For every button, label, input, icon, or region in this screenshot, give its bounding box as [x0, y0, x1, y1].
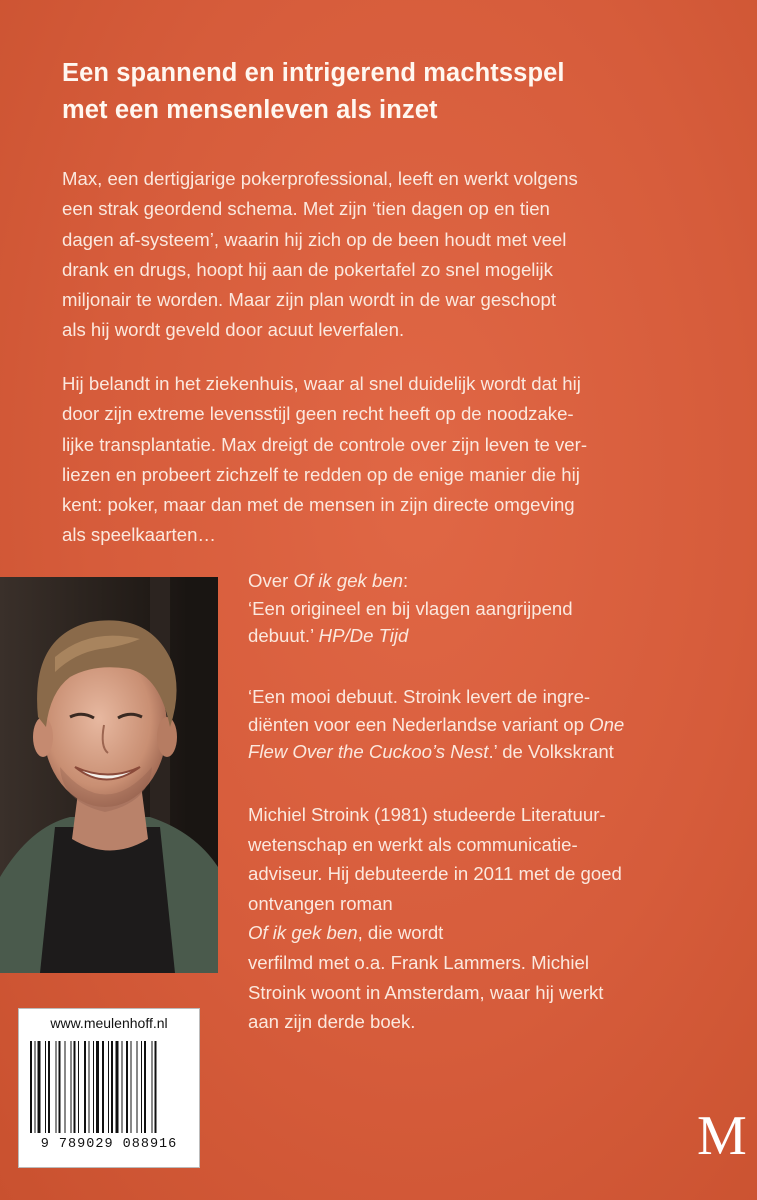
quote-text: debuut.’: [248, 625, 319, 647]
barcode-bar: [131, 1041, 132, 1133]
quote-line: [248, 738, 738, 766]
author-portrait-illustration: [0, 577, 218, 973]
bio-line: wetenschap en werkt als communicatie-: [248, 833, 578, 855]
bio-line: [248, 918, 738, 948]
barcode-bar: [152, 1041, 153, 1133]
quote-source: HP/De Tijd: [318, 625, 409, 647]
bio-line: Stroink woont in Amsterdam, waar hij werkt: [248, 981, 604, 1003]
review-quote-2: [248, 683, 738, 766]
barcode-bar: [144, 1041, 146, 1133]
blurb-paragraph-2: [62, 369, 712, 551]
blurb-line: drank en drugs, hoopt hij aan de pokertafel zo snel mogelijk: [62, 258, 553, 280]
author-bio: [248, 800, 738, 1037]
barcode-bar: [84, 1041, 86, 1133]
barcode-bar: [137, 1041, 138, 1133]
book-title: Of ik gek ben: [248, 922, 358, 944]
author-photo: [0, 577, 218, 973]
barcode-bar: [59, 1041, 61, 1133]
book-title: Of ik gek ben: [293, 570, 404, 591]
barcode-bar: [102, 1041, 104, 1133]
barcode-bar: [71, 1041, 72, 1133]
barcode-bar: [116, 1041, 119, 1133]
barcode-bar: [96, 1041, 99, 1133]
barcode-bar: [35, 1041, 36, 1133]
quote-source: .’ de Volkskrant: [488, 741, 614, 763]
blurb-line: lijke transplantatie. Max dreigt de controle over zijn leven te ver-: [62, 433, 588, 455]
quote-over-prefix: Over: [248, 570, 294, 591]
quote-text: diënten voor een Nederlandse variant op: [248, 713, 590, 735]
headline-line: met een mensenleven als inzet: [62, 96, 438, 124]
bio-line: aan zijn derde boek.: [248, 1011, 416, 1033]
review-quote-1: [248, 567, 738, 650]
barcode-bar: [38, 1041, 41, 1133]
blurb-line: als speelkaarten…: [62, 524, 216, 546]
referenced-title: One: [589, 713, 625, 735]
quote-line: [248, 711, 738, 739]
barcode-bar: [78, 1041, 79, 1133]
barcode-bar: [93, 1041, 94, 1133]
barcode-sticker: [18, 1008, 200, 1168]
barcode-bar: [111, 1041, 113, 1133]
barcode-bar: [30, 1041, 32, 1133]
barcode-bar: [45, 1041, 46, 1133]
blurb-paragraph-1: [62, 164, 712, 346]
barcode-bar: [89, 1041, 90, 1133]
barcode-bar: [48, 1041, 50, 1133]
blurb-line: Max, een dertigjarige pokerprofessional, leeft en werkt volgens: [62, 168, 578, 189]
headline-line: Een spannend en intrigerend machtsspel: [62, 59, 565, 87]
referenced-title: Flew Over the Cuckoo’s Nest: [248, 741, 489, 763]
barcode-bar: [155, 1041, 157, 1133]
barcode-bar: [122, 1041, 123, 1133]
isbn-number: 9 789029 088916: [40, 1137, 178, 1152]
blurb-line: als hij wordt geveld door acuut leverfalen.: [62, 319, 405, 341]
blurb-line: miljonair te worden. Maar zijn plan wordt in de war geschopt: [62, 289, 557, 311]
blurb-line: door zijn extreme levensstijl geen recht heeft op de noodzake-: [62, 403, 574, 425]
barcode-bar: [65, 1041, 66, 1133]
blurb-line: een strak geordend schema. Met zijn ‘tien dagen op en tien: [62, 198, 550, 220]
bio-line: adviseur. Hij debuteerde in 2011 met de goed: [248, 863, 622, 885]
blurb-line: liezen en probeert zichzelf te redden op de enige manier die hij: [62, 463, 580, 485]
bio-line: ontvangen roman: [248, 892, 393, 914]
quote-line: ‘Een mooi debuut. Stroink levert de ingre-: [248, 686, 591, 707]
blurb-line: dagen af-systeem’, waarin hij zich op de been houdt met veel: [62, 228, 567, 250]
publisher-logo: M: [697, 1105, 747, 1167]
barcode-bar: [108, 1041, 109, 1133]
blurb-line: kent: poker, maar dan met de mensen in zijn directe omgeving: [62, 494, 575, 516]
barcode-bar: [126, 1041, 128, 1133]
quote-line: [248, 622, 738, 650]
headline: [62, 55, 742, 129]
blurb-line: Hij belandt in het ziekenhuis, waar al snel duidelijk wordt dat hij: [62, 373, 581, 394]
quote-over-line: [248, 567, 738, 595]
barcode-bar: [74, 1041, 76, 1133]
bio-line: Michiel Stroink (1981) studeerde Literatuur-: [248, 804, 606, 825]
bio-line: verfilmd met o.a. Frank Lammers. Michiel: [248, 951, 589, 973]
barcode-bar: [56, 1041, 57, 1133]
quote-line: ‘Een origineel en bij vlagen aangrijpend: [248, 597, 573, 619]
bio-text: , die wordt: [357, 922, 444, 944]
quote-over-suffix: :: [403, 570, 409, 591]
publisher-url: www.meulenhoff.nl: [50, 1015, 168, 1031]
barcode-bars: [30, 1041, 188, 1133]
barcode-bar: [141, 1041, 142, 1133]
